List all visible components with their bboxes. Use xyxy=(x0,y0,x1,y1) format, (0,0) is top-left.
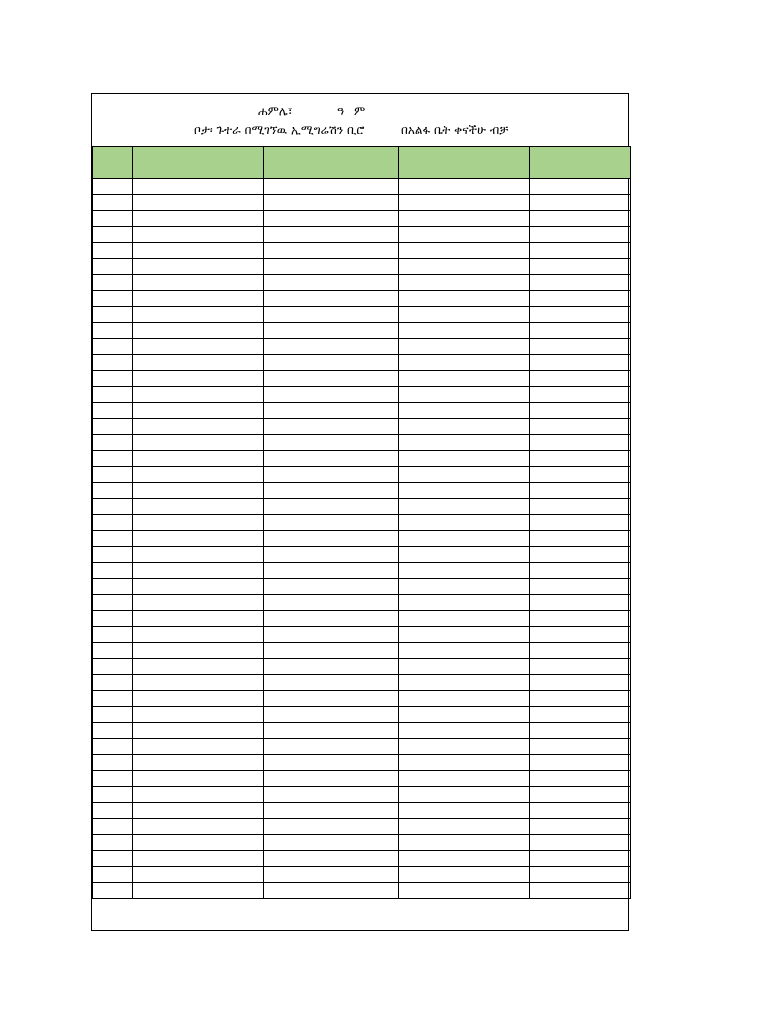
table-row xyxy=(93,803,631,819)
column-header xyxy=(93,147,133,179)
table-cell[interactable] xyxy=(399,883,530,899)
table-cell[interactable] xyxy=(93,179,133,195)
table-cell[interactable] xyxy=(93,739,133,755)
table-cell[interactable] xyxy=(264,307,399,323)
era-label: ም xyxy=(354,104,366,118)
table-cell[interactable] xyxy=(93,195,133,211)
table-cell[interactable] xyxy=(93,819,133,835)
table-cell[interactable] xyxy=(133,723,264,739)
table-cell[interactable] xyxy=(530,659,631,675)
table-cell[interactable] xyxy=(399,867,530,883)
table-row xyxy=(93,451,631,467)
table-cell[interactable] xyxy=(399,307,530,323)
table-row xyxy=(93,515,631,531)
table-cell[interactable] xyxy=(93,243,133,259)
table-cell[interactable] xyxy=(530,755,631,771)
table-cell[interactable] xyxy=(133,739,264,755)
table-cell[interactable] xyxy=(530,611,631,627)
table-row xyxy=(93,643,631,659)
table-cell[interactable] xyxy=(133,227,264,243)
registration-table xyxy=(92,146,631,899)
table-cell[interactable] xyxy=(264,659,399,675)
date-line xyxy=(92,104,628,120)
table-cell[interactable] xyxy=(264,819,399,835)
table-cell[interactable] xyxy=(133,371,264,387)
table-cell[interactable] xyxy=(264,195,399,211)
table-cell[interactable] xyxy=(399,739,530,755)
table-cell[interactable] xyxy=(530,883,631,899)
table-row xyxy=(93,739,631,755)
table-cell[interactable] xyxy=(93,611,133,627)
table-cell[interactable] xyxy=(93,771,133,787)
table-cell[interactable] xyxy=(93,339,133,355)
column-header xyxy=(264,147,399,179)
table-cell[interactable] xyxy=(530,451,631,467)
table-cell[interactable] xyxy=(399,323,530,339)
table-row xyxy=(93,771,631,787)
table-cell[interactable] xyxy=(93,883,133,899)
table-cell[interactable] xyxy=(133,563,264,579)
table-cell[interactable] xyxy=(133,179,264,195)
table-cell[interactable] xyxy=(133,483,264,499)
table-cell[interactable] xyxy=(399,403,530,419)
table-row xyxy=(93,483,631,499)
note-label: በአልፋ ቤት ቀናችሁ ብቻ xyxy=(401,123,509,137)
table-cell[interactable] xyxy=(264,707,399,723)
table-cell[interactable] xyxy=(264,419,399,435)
table-cell[interactable] xyxy=(264,771,399,787)
table-cell[interactable] xyxy=(93,579,133,595)
table-cell[interactable] xyxy=(133,547,264,563)
table-cell[interactable] xyxy=(93,867,133,883)
table-cell[interactable] xyxy=(399,371,530,387)
table-cell[interactable] xyxy=(93,755,133,771)
table-cell[interactable] xyxy=(93,835,133,851)
column-header xyxy=(133,147,264,179)
table-cell[interactable] xyxy=(399,291,530,307)
table-cell[interactable] xyxy=(264,243,399,259)
table-cell[interactable] xyxy=(93,851,133,867)
table-cell[interactable] xyxy=(133,867,264,883)
table-cell[interactable] xyxy=(133,451,264,467)
month-label: ሐምሌ፣ xyxy=(258,104,293,118)
table-cell[interactable] xyxy=(399,819,530,835)
table-cell[interactable] xyxy=(133,291,264,307)
table-cell[interactable] xyxy=(399,643,530,659)
table-row xyxy=(93,595,631,611)
table-cell[interactable] xyxy=(93,403,133,419)
table-cell[interactable] xyxy=(93,531,133,547)
table-cell[interactable] xyxy=(133,835,264,851)
table-cell[interactable] xyxy=(133,611,264,627)
table-row xyxy=(93,403,631,419)
table-cell[interactable] xyxy=(399,419,530,435)
table-cell[interactable] xyxy=(133,627,264,643)
table-cell[interactable] xyxy=(264,611,399,627)
table-cell[interactable] xyxy=(93,323,133,339)
table-header-row xyxy=(93,147,631,179)
table-row xyxy=(93,579,631,595)
table-row xyxy=(93,723,631,739)
table-cell[interactable] xyxy=(93,371,133,387)
table-cell[interactable] xyxy=(93,563,133,579)
table-cell[interactable] xyxy=(399,691,530,707)
table-cell[interactable] xyxy=(530,867,631,883)
table-cell[interactable] xyxy=(93,227,133,243)
table-cell[interactable] xyxy=(530,675,631,691)
table-cell[interactable] xyxy=(93,259,133,275)
table-cell[interactable] xyxy=(93,499,133,515)
table-cell[interactable] xyxy=(133,275,264,291)
table-cell[interactable] xyxy=(133,195,264,211)
table-cell[interactable] xyxy=(530,723,631,739)
table-cell[interactable] xyxy=(530,243,631,259)
table-cell[interactable] xyxy=(133,819,264,835)
table-cell[interactable] xyxy=(133,531,264,547)
table-cell[interactable] xyxy=(399,339,530,355)
table-cell[interactable] xyxy=(264,403,399,419)
table-cell[interactable] xyxy=(530,563,631,579)
table-cell[interactable] xyxy=(399,243,530,259)
table-cell[interactable] xyxy=(133,211,264,227)
table-cell[interactable] xyxy=(264,211,399,227)
table-cell[interactable] xyxy=(264,515,399,531)
table-cell[interactable] xyxy=(93,803,133,819)
table-cell[interactable] xyxy=(264,739,399,755)
table-row xyxy=(93,323,631,339)
table-cell[interactable] xyxy=(399,627,530,643)
table-cell[interactable] xyxy=(530,275,631,291)
table-cell[interactable] xyxy=(264,579,399,595)
table-cell[interactable] xyxy=(530,387,631,403)
table-row xyxy=(93,387,631,403)
table-cell[interactable] xyxy=(399,211,530,227)
table-cell[interactable] xyxy=(133,755,264,771)
table-row xyxy=(93,659,631,675)
table-cell[interactable] xyxy=(399,179,530,195)
table-row xyxy=(93,819,631,835)
table-cell[interactable] xyxy=(133,803,264,819)
table-cell[interactable] xyxy=(399,787,530,803)
table-cell[interactable] xyxy=(399,723,530,739)
table-cell[interactable] xyxy=(530,419,631,435)
table-cell[interactable] xyxy=(264,259,399,275)
table-cell[interactable] xyxy=(93,211,133,227)
table-row xyxy=(93,339,631,355)
table-row xyxy=(93,867,631,883)
table-cell[interactable] xyxy=(530,339,631,355)
table-cell[interactable] xyxy=(93,787,133,803)
location-line xyxy=(92,123,628,139)
table-cell[interactable] xyxy=(399,547,530,563)
table-row xyxy=(93,675,631,691)
table-cell[interactable] xyxy=(93,707,133,723)
table-row xyxy=(93,195,631,211)
table-cell[interactable] xyxy=(133,659,264,675)
table-cell[interactable] xyxy=(93,627,133,643)
table-cell[interactable] xyxy=(93,675,133,691)
table-cell[interactable] xyxy=(399,563,530,579)
table-cell[interactable] xyxy=(133,435,264,451)
table-cell[interactable] xyxy=(93,515,133,531)
table-cell[interactable] xyxy=(264,227,399,243)
table-cell[interactable] xyxy=(530,467,631,483)
table-row xyxy=(93,547,631,563)
table-row xyxy=(93,419,631,435)
table-cell[interactable] xyxy=(530,211,631,227)
table-cell[interactable] xyxy=(399,227,530,243)
table-cell[interactable] xyxy=(264,531,399,547)
table-cell[interactable] xyxy=(133,691,264,707)
table-cell[interactable] xyxy=(530,195,631,211)
table-cell[interactable] xyxy=(530,259,631,275)
table-cell[interactable] xyxy=(264,755,399,771)
table-cell[interactable] xyxy=(93,451,133,467)
table-cell[interactable] xyxy=(264,675,399,691)
table-cell[interactable] xyxy=(93,275,133,291)
table-cell[interactable] xyxy=(93,291,133,307)
table-cell[interactable] xyxy=(133,323,264,339)
table-row xyxy=(93,707,631,723)
table-row xyxy=(93,211,631,227)
table-cell[interactable] xyxy=(399,835,530,851)
table-cell[interactable] xyxy=(530,787,631,803)
table-row xyxy=(93,835,631,851)
table-cell[interactable] xyxy=(93,723,133,739)
table-cell[interactable] xyxy=(93,643,133,659)
table-row xyxy=(93,179,631,195)
table-row xyxy=(93,691,631,707)
table-cell[interactable] xyxy=(399,579,530,595)
table-cell[interactable] xyxy=(530,803,631,819)
table-cell[interactable] xyxy=(264,355,399,371)
table-cell[interactable] xyxy=(264,451,399,467)
sheet-title-block xyxy=(92,94,628,147)
table-cell[interactable] xyxy=(133,883,264,899)
table-row xyxy=(93,851,631,867)
table-cell[interactable] xyxy=(264,387,399,403)
table-cell[interactable] xyxy=(264,627,399,643)
table-cell[interactable] xyxy=(133,851,264,867)
table-cell[interactable] xyxy=(264,291,399,307)
table-row xyxy=(93,435,631,451)
table-cell[interactable] xyxy=(399,803,530,819)
table-cell[interactable] xyxy=(264,323,399,339)
table-cell[interactable] xyxy=(93,659,133,675)
table-cell[interactable] xyxy=(93,355,133,371)
table-cell[interactable] xyxy=(133,339,264,355)
table-row xyxy=(93,755,631,771)
table-cell[interactable] xyxy=(264,547,399,563)
table-cell[interactable] xyxy=(530,739,631,755)
location-label: ቦታ፡ ጉተራ በሚገኘዉ ኢሚግሬሽን ቢሮ xyxy=(194,123,365,137)
table-cell[interactable] xyxy=(133,771,264,787)
table-cell[interactable] xyxy=(264,787,399,803)
table-row xyxy=(93,563,631,579)
table-cell[interactable] xyxy=(530,403,631,419)
table-cell[interactable] xyxy=(133,387,264,403)
table-cell[interactable] xyxy=(264,691,399,707)
table-cell[interactable] xyxy=(264,723,399,739)
table-cell[interactable] xyxy=(399,387,530,403)
table-cell[interactable] xyxy=(264,595,399,611)
table-cell[interactable] xyxy=(133,787,264,803)
table-cell[interactable] xyxy=(264,835,399,851)
table-cell[interactable] xyxy=(530,691,631,707)
table-cell[interactable] xyxy=(530,323,631,339)
table-cell[interactable] xyxy=(133,707,264,723)
registration-table-body xyxy=(93,147,631,899)
table-cell[interactable] xyxy=(530,643,631,659)
table-row xyxy=(93,243,631,259)
table-cell[interactable] xyxy=(399,483,530,499)
table-cell[interactable] xyxy=(133,355,264,371)
table-cell[interactable] xyxy=(530,531,631,547)
table-cell[interactable] xyxy=(264,435,399,451)
column-header xyxy=(399,147,530,179)
table-cell[interactable] xyxy=(530,291,631,307)
table-cell[interactable] xyxy=(264,179,399,195)
table-cell[interactable] xyxy=(530,371,631,387)
table-cell[interactable] xyxy=(93,467,133,483)
table-cell[interactable] xyxy=(399,259,530,275)
table-cell[interactable] xyxy=(399,195,530,211)
table-cell[interactable] xyxy=(133,467,264,483)
table-cell[interactable] xyxy=(93,547,133,563)
table-cell[interactable] xyxy=(133,307,264,323)
table-cell[interactable] xyxy=(530,307,631,323)
table-cell[interactable] xyxy=(93,483,133,499)
registration-sheet xyxy=(91,93,629,931)
table-cell[interactable] xyxy=(530,579,631,595)
table-cell[interactable] xyxy=(399,659,530,675)
table-cell[interactable] xyxy=(399,675,530,691)
table-cell[interactable] xyxy=(530,707,631,723)
table-cell[interactable] xyxy=(399,275,530,291)
table-cell[interactable] xyxy=(264,371,399,387)
table-cell[interactable] xyxy=(133,499,264,515)
table-cell[interactable] xyxy=(530,547,631,563)
table-cell[interactable] xyxy=(399,707,530,723)
table-cell[interactable] xyxy=(264,883,399,899)
table-cell[interactable] xyxy=(133,419,264,435)
table-cell[interactable] xyxy=(264,499,399,515)
table-cell[interactable] xyxy=(93,419,133,435)
year-label: ዓ xyxy=(337,104,345,118)
table-cell[interactable] xyxy=(133,243,264,259)
table-cell[interactable] xyxy=(264,467,399,483)
table-cell[interactable] xyxy=(530,435,631,451)
table-cell[interactable] xyxy=(399,611,530,627)
table-row xyxy=(93,627,631,643)
column-header xyxy=(530,147,631,179)
table-cell[interactable] xyxy=(530,771,631,787)
table-row xyxy=(93,275,631,291)
table-cell[interactable] xyxy=(530,851,631,867)
table-cell[interactable] xyxy=(133,403,264,419)
table-cell[interactable] xyxy=(133,595,264,611)
table-cell[interactable] xyxy=(133,579,264,595)
table-cell[interactable] xyxy=(399,435,530,451)
table-cell[interactable] xyxy=(133,515,264,531)
table-cell[interactable] xyxy=(399,531,530,547)
table-cell[interactable] xyxy=(264,643,399,659)
table-cell[interactable] xyxy=(264,851,399,867)
table-cell[interactable] xyxy=(530,627,631,643)
table-row xyxy=(93,291,631,307)
table-cell[interactable] xyxy=(93,435,133,451)
table-cell[interactable] xyxy=(264,339,399,355)
table-cell[interactable] xyxy=(264,867,399,883)
table-cell[interactable] xyxy=(399,355,530,371)
table-cell[interactable] xyxy=(530,835,631,851)
table-cell[interactable] xyxy=(399,499,530,515)
table-cell[interactable] xyxy=(530,515,631,531)
table-cell[interactable] xyxy=(133,259,264,275)
table-row xyxy=(93,883,631,899)
table-row xyxy=(93,531,631,547)
table-row xyxy=(93,355,631,371)
table-cell[interactable] xyxy=(530,227,631,243)
table-cell[interactable] xyxy=(93,387,133,403)
table-cell[interactable] xyxy=(264,483,399,499)
table-cell[interactable] xyxy=(93,691,133,707)
table-cell[interactable] xyxy=(93,307,133,323)
table-cell[interactable] xyxy=(399,595,530,611)
table-row xyxy=(93,227,631,243)
table-row xyxy=(93,611,631,627)
table-row xyxy=(93,371,631,387)
table-row xyxy=(93,499,631,515)
table-cell[interactable] xyxy=(399,771,530,787)
table-cell[interactable] xyxy=(530,595,631,611)
table-cell[interactable] xyxy=(133,643,264,659)
table-row xyxy=(93,259,631,275)
table-cell[interactable] xyxy=(399,755,530,771)
table-cell[interactable] xyxy=(264,803,399,819)
table-cell[interactable] xyxy=(530,179,631,195)
table-cell[interactable] xyxy=(530,483,631,499)
table-cell[interactable] xyxy=(399,851,530,867)
table-cell[interactable] xyxy=(399,451,530,467)
table-row xyxy=(93,307,631,323)
table-cell[interactable] xyxy=(399,467,530,483)
table-cell[interactable] xyxy=(530,819,631,835)
table-cell[interactable] xyxy=(530,499,631,515)
table-cell[interactable] xyxy=(93,595,133,611)
table-cell[interactable] xyxy=(399,515,530,531)
table-cell[interactable] xyxy=(133,675,264,691)
table-cell[interactable] xyxy=(264,275,399,291)
table-cell[interactable] xyxy=(264,563,399,579)
table-cell[interactable] xyxy=(530,355,631,371)
table-row xyxy=(93,467,631,483)
table-row xyxy=(93,787,631,803)
